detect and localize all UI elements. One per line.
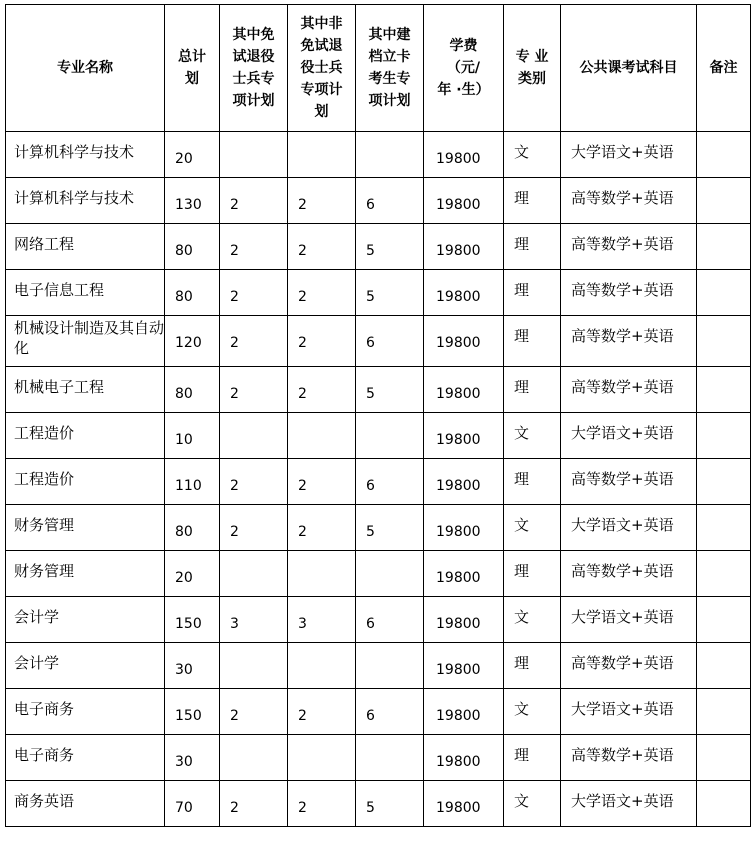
- header-poverty-plan: 其中建 档立卡 考生专 项计划: [356, 5, 424, 132]
- veteran-nonexempt-cell: [288, 735, 356, 781]
- header-veteran-exempt: 其中免 试退役 士兵专 项计划: [220, 5, 288, 132]
- veteran-exempt-cell: [220, 551, 288, 597]
- exam-subjects-cell: 大学语文+英语: [561, 132, 697, 178]
- major-name-cell: 商务英语: [6, 781, 165, 827]
- tuition-cell: 19800: [424, 413, 504, 459]
- total-plan-cell: 80: [165, 505, 220, 551]
- major-name-cell: 电子商务: [6, 735, 165, 781]
- veteran-nonexempt-cell: [288, 643, 356, 689]
- poverty-plan-cell: 6: [356, 316, 424, 367]
- major-type-cell: 理: [504, 643, 561, 689]
- notes-cell: [697, 178, 751, 224]
- table-row: [6, 413, 751, 459]
- exam-subjects-cell: 高等数学+英语: [561, 367, 697, 413]
- veteran-exempt-cell: 3: [220, 597, 288, 643]
- veteran-exempt-cell: 2: [220, 178, 288, 224]
- tuition-cell: 19800: [424, 178, 504, 224]
- tuition-cell: 19800: [424, 505, 504, 551]
- exam-subjects-cell: 高等数学+英语: [561, 551, 697, 597]
- exam-subjects-cell: 高等数学+英语: [561, 316, 697, 367]
- tuition-cell: 19800: [424, 597, 504, 643]
- major-name-cell: 会计学: [6, 597, 165, 643]
- total-plan-cell: 80: [165, 270, 220, 316]
- veteran-exempt-cell: 2: [220, 689, 288, 735]
- tuition-cell: 19800: [424, 781, 504, 827]
- major-type-cell: 文: [504, 505, 561, 551]
- major-name-cell: 财务管理: [6, 551, 165, 597]
- notes-cell: [697, 597, 751, 643]
- tuition-cell: 19800: [424, 735, 504, 781]
- veteran-nonexempt-cell: 2: [288, 689, 356, 735]
- notes-cell: [697, 316, 751, 367]
- notes-cell: [697, 735, 751, 781]
- veteran-exempt-cell: [220, 643, 288, 689]
- total-plan-cell: 20: [165, 132, 220, 178]
- notes-cell: [697, 270, 751, 316]
- notes-cell: [697, 689, 751, 735]
- veteran-exempt-cell: [220, 413, 288, 459]
- notes-cell: [697, 643, 751, 689]
- table-row: [6, 551, 751, 597]
- table-row: [6, 224, 751, 270]
- veteran-exempt-cell: 2: [220, 224, 288, 270]
- table-row: [6, 505, 751, 551]
- header-exam-subjects: 公共课考试科目: [561, 5, 697, 132]
- poverty-plan-cell: 5: [356, 505, 424, 551]
- table-row: [6, 459, 751, 505]
- table-body: [6, 132, 751, 827]
- exam-subjects-cell: 高等数学+英语: [561, 643, 697, 689]
- table-row: [6, 643, 751, 689]
- exam-subjects-cell: 大学语文+英语: [561, 781, 697, 827]
- exam-subjects-cell: 高等数学+英语: [561, 178, 697, 224]
- veteran-exempt-cell: 2: [220, 505, 288, 551]
- major-type-cell: 文: [504, 597, 561, 643]
- total-plan-cell: 20: [165, 551, 220, 597]
- major-type-cell: 理: [504, 459, 561, 505]
- exam-subjects-cell: 大学语文+英语: [561, 689, 697, 735]
- total-plan-cell: 110: [165, 459, 220, 505]
- total-plan-cell: 30: [165, 735, 220, 781]
- header-row: [6, 5, 751, 132]
- veteran-nonexempt-cell: 2: [288, 178, 356, 224]
- admission-plan-table: [5, 4, 751, 827]
- veteran-exempt-cell: 2: [220, 367, 288, 413]
- veteran-nonexempt-cell: [288, 551, 356, 597]
- table-row: [6, 367, 751, 413]
- exam-subjects-cell: 高等数学+英语: [561, 459, 697, 505]
- veteran-exempt-cell: 2: [220, 459, 288, 505]
- veteran-nonexempt-cell: [288, 132, 356, 178]
- notes-cell: [697, 413, 751, 459]
- tuition-cell: 19800: [424, 689, 504, 735]
- major-name-cell: 电子商务: [6, 689, 165, 735]
- poverty-plan-cell: 5: [356, 270, 424, 316]
- notes-cell: [697, 781, 751, 827]
- total-plan-cell: 30: [165, 643, 220, 689]
- veteran-nonexempt-cell: 2: [288, 367, 356, 413]
- table-row: [6, 132, 751, 178]
- notes-cell: [697, 459, 751, 505]
- major-name-cell: 会计学: [6, 643, 165, 689]
- major-type-cell: 文: [504, 132, 561, 178]
- exam-subjects-cell: 高等数学+英语: [561, 270, 697, 316]
- major-name-cell: 电子信息工程: [6, 270, 165, 316]
- veteran-exempt-cell: [220, 735, 288, 781]
- poverty-plan-cell: [356, 132, 424, 178]
- header-major-name: 专业名称: [6, 5, 165, 132]
- major-type-cell: 理: [504, 316, 561, 367]
- major-name-cell: 财务管理: [6, 505, 165, 551]
- poverty-plan-cell: 6: [356, 689, 424, 735]
- total-plan-cell: 70: [165, 781, 220, 827]
- poverty-plan-cell: 5: [356, 781, 424, 827]
- poverty-plan-cell: [356, 735, 424, 781]
- major-type-cell: 理: [504, 270, 561, 316]
- total-plan-cell: 10: [165, 413, 220, 459]
- total-plan-cell: 80: [165, 224, 220, 270]
- poverty-plan-cell: 6: [356, 597, 424, 643]
- tuition-cell: 19800: [424, 224, 504, 270]
- poverty-plan-cell: [356, 643, 424, 689]
- veteran-nonexempt-cell: [288, 413, 356, 459]
- total-plan-cell: 120: [165, 316, 220, 367]
- poverty-plan-cell: [356, 551, 424, 597]
- header-tuition: 学费 （元/ 年 ·生）: [424, 5, 504, 132]
- major-name-cell: 工程造价: [6, 413, 165, 459]
- veteran-exempt-cell: [220, 132, 288, 178]
- tuition-cell: 19800: [424, 367, 504, 413]
- major-name-cell: 计算机科学与技术: [6, 132, 165, 178]
- tuition-cell: 19800: [424, 316, 504, 367]
- total-plan-cell: 150: [165, 597, 220, 643]
- major-type-cell: 理: [504, 367, 561, 413]
- veteran-exempt-cell: 2: [220, 270, 288, 316]
- major-type-cell: 理: [504, 224, 561, 270]
- table-row: [6, 781, 751, 827]
- exam-subjects-cell: 大学语文+英语: [561, 413, 697, 459]
- poverty-plan-cell: 6: [356, 178, 424, 224]
- header-total-plan: 总计 划: [165, 5, 220, 132]
- exam-subjects-cell: 大学语文+英语: [561, 597, 697, 643]
- major-type-cell: 理: [504, 551, 561, 597]
- tuition-cell: 19800: [424, 270, 504, 316]
- exam-subjects-cell: 大学语文+英语: [561, 505, 697, 551]
- veteran-nonexempt-cell: 3: [288, 597, 356, 643]
- notes-cell: [697, 224, 751, 270]
- total-plan-cell: 80: [165, 367, 220, 413]
- table-row: [6, 178, 751, 224]
- veteran-nonexempt-cell: 2: [288, 781, 356, 827]
- poverty-plan-cell: 5: [356, 224, 424, 270]
- table-row: [6, 689, 751, 735]
- tuition-cell: 19800: [424, 643, 504, 689]
- veteran-exempt-cell: 2: [220, 781, 288, 827]
- major-type-cell: 理: [504, 735, 561, 781]
- header-veteran-nonexempt: 其中非 免试退 役士兵 专项计 划: [288, 5, 356, 132]
- table-row: [6, 316, 751, 367]
- poverty-plan-cell: 5: [356, 367, 424, 413]
- poverty-plan-cell: [356, 413, 424, 459]
- exam-subjects-cell: 高等数学+英语: [561, 735, 697, 781]
- table-row: [6, 735, 751, 781]
- major-type-cell: 文: [504, 689, 561, 735]
- table-row: [6, 270, 751, 316]
- notes-cell: [697, 551, 751, 597]
- major-name-cell: 网络工程: [6, 224, 165, 270]
- tuition-cell: 19800: [424, 551, 504, 597]
- major-type-cell: 理: [504, 178, 561, 224]
- major-name-cell: 计算机科学与技术: [6, 178, 165, 224]
- veteran-nonexempt-cell: 2: [288, 505, 356, 551]
- tuition-cell: 19800: [424, 459, 504, 505]
- exam-subjects-cell: 高等数学+英语: [561, 224, 697, 270]
- table-row: [6, 597, 751, 643]
- major-name-cell: 机械电子工程: [6, 367, 165, 413]
- header-notes: 备注: [697, 5, 751, 132]
- major-name-cell: 工程造价: [6, 459, 165, 505]
- major-type-cell: 文: [504, 413, 561, 459]
- notes-cell: [697, 132, 751, 178]
- total-plan-cell: 150: [165, 689, 220, 735]
- major-type-cell: 文: [504, 781, 561, 827]
- veteran-nonexempt-cell: 2: [288, 224, 356, 270]
- poverty-plan-cell: 6: [356, 459, 424, 505]
- veteran-nonexempt-cell: 2: [288, 270, 356, 316]
- notes-cell: [697, 367, 751, 413]
- veteran-exempt-cell: 2: [220, 316, 288, 367]
- veteran-nonexempt-cell: 2: [288, 459, 356, 505]
- header-major-type: 专 业 类别: [504, 5, 561, 132]
- major-name-cell: 机械设计制造及其自动化: [6, 316, 165, 367]
- notes-cell: [697, 505, 751, 551]
- veteran-nonexempt-cell: 2: [288, 316, 356, 367]
- tuition-cell: 19800: [424, 132, 504, 178]
- total-plan-cell: 130: [165, 178, 220, 224]
